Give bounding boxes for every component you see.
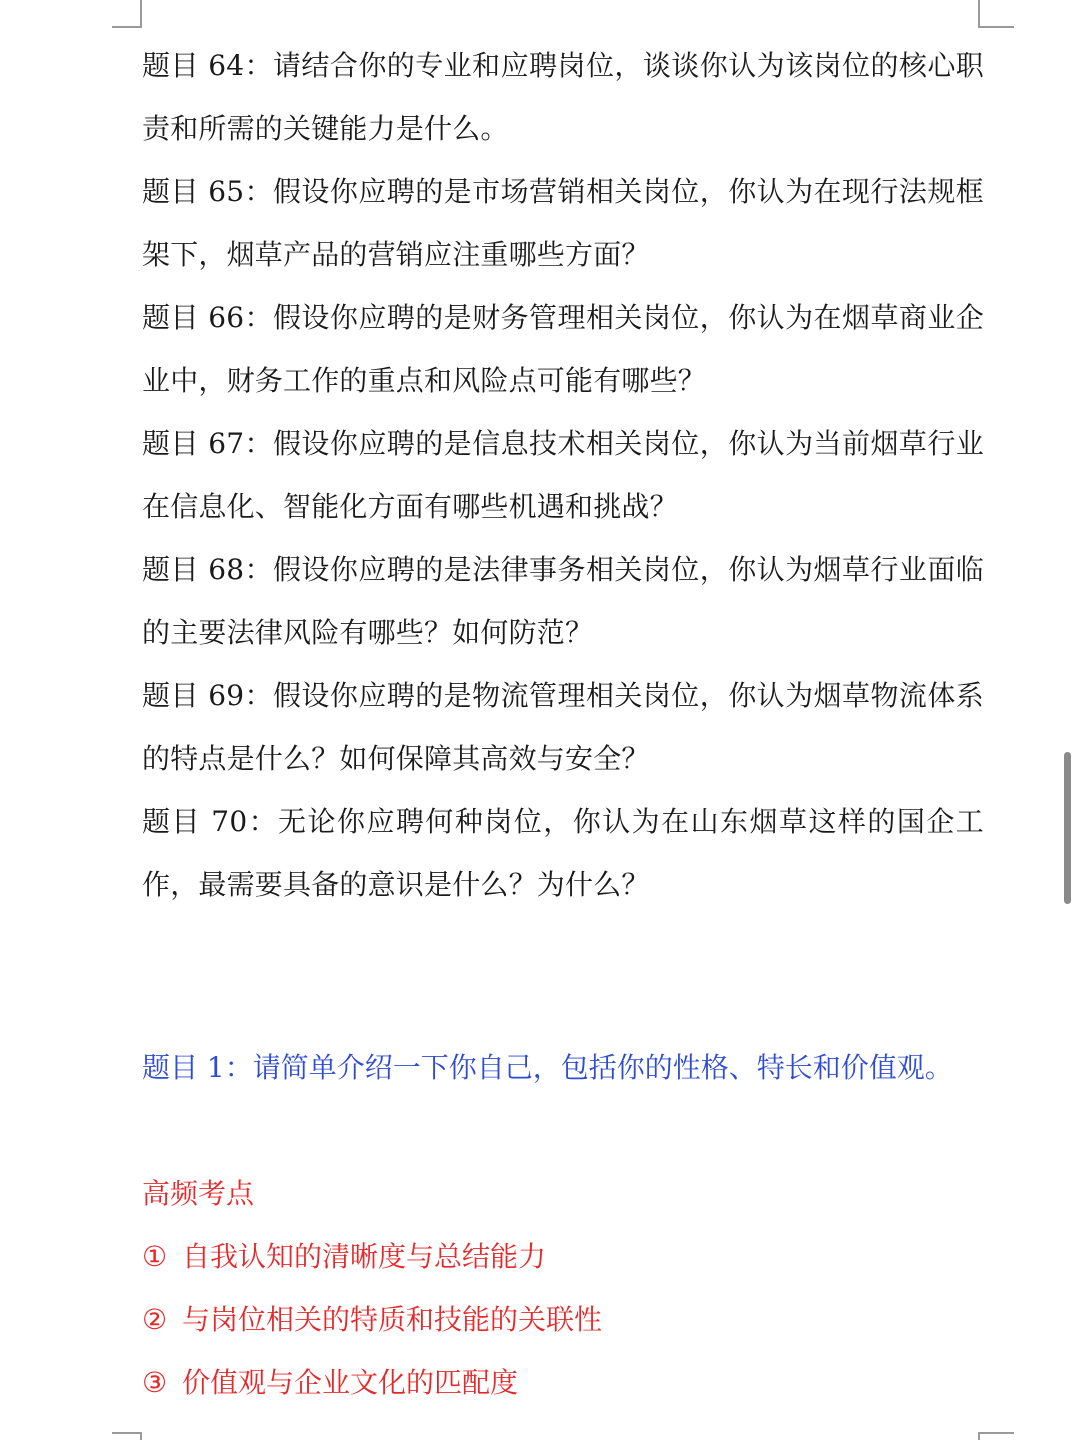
high-frequency-item <box>142 1351 602 1414</box>
item-number: ③ <box>142 1366 168 1399</box>
vertical-scrollbar[interactable] <box>1064 752 1071 904</box>
high-frequency-title: 高频考点 <box>142 1177 255 1210</box>
question-69: 题目 69：假设你应聘的是物流管理相关岗位，你认为烟草物流体系的特点是什么？如何保障其高效与安全？ <box>142 679 984 775</box>
item-text: 价值观与企业文化的匹配度 <box>182 1366 519 1399</box>
crop-mark-top-left <box>112 26 142 28</box>
question-66: 题目 66：假设你应聘的是财务管理相关岗位，你认为在烟草商业企业中，财务工作的重点和风险点可能有哪些？ <box>142 301 984 397</box>
high-frequency-item <box>142 1288 602 1351</box>
question-1-highlight: 题目 1：请简单介绍一下你自己，包括你的性格、特长和价值观。 <box>142 1051 953 1084</box>
high-frequency-item <box>142 1225 602 1288</box>
question-list <box>142 34 984 916</box>
crop-mark-top-right <box>978 0 980 28</box>
question-70: 题目 70：无论你应聘何种岗位，你认为在山东烟草这样的国企工作，最需要具备的意识是什么？为什么？ <box>142 805 984 901</box>
high-frequency-list <box>142 1225 602 1414</box>
question-65: 题目 65：假设你应聘的是市场营销相关岗位，你认为在现行法规框架下，烟草产品的营销应注重哪些方面？ <box>142 175 984 271</box>
question-67: 题目 67：假设你应聘的是信息技术相关岗位，你认为当前烟草行业在信息化、智能化方面有哪些机遇和挑战？ <box>142 427 984 523</box>
item-number: ① <box>142 1240 168 1273</box>
item-text: 与岗位相关的特质和技能的关联性 <box>182 1303 603 1336</box>
item-number: ② <box>142 1303 168 1336</box>
question-68: 题目 68：假设你应聘的是法律事务相关岗位，你认为烟草行业面临的主要法律风险有哪些？如何防范？ <box>142 553 984 649</box>
crop-mark-top-left <box>140 0 142 28</box>
crop-mark-bottom-right <box>978 1432 1014 1434</box>
crop-mark-top-right <box>978 26 1014 28</box>
crop-mark-bottom-left <box>112 1432 142 1434</box>
question-64: 题目 64：请结合你的专业和应聘岗位，谈谈你认为该岗位的核心职责和所需的关键能力是什么。 <box>142 49 984 145</box>
item-text: 自我认知的清晰度与总结能力 <box>182 1240 547 1273</box>
